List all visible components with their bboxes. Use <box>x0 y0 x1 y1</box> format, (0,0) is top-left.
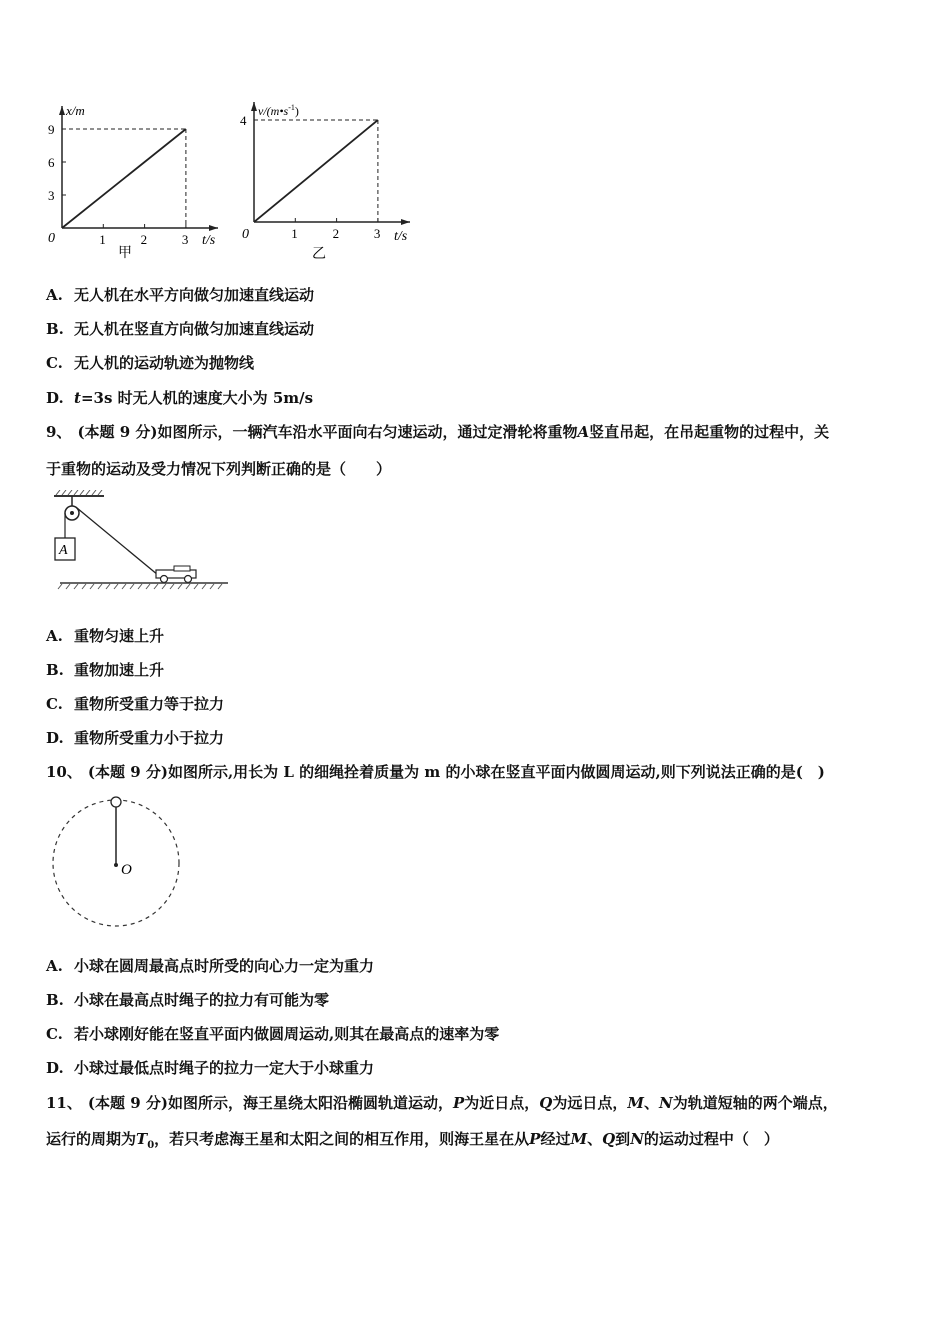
q11-stem-line2: 运行的周期为$T_0$，若只考虑海王星和太阳之间的相互作用，则海王星在从P经过M、Q到N的运动过程中（ ） <box>46 1130 779 1151</box>
q8-option-c: C. 无人机的运动轨迹为抛物线 <box>46 354 255 372</box>
q8-option-b: B. 无人机在竖直方向做匀加速直线运动 <box>46 320 315 338</box>
graph-yi-ylabel: $v/(m•s^{-1})$ <box>258 103 299 118</box>
graph-yi-xtick-label: 1 <box>291 226 298 241</box>
graph-jia-caption: 甲 <box>118 246 132 261</box>
graph-jia-xtick-label: 2 <box>140 232 148 247</box>
graph-jia-y-arrow <box>59 106 65 115</box>
q10-option-a: A. 小球在圆周最高点时所受的向心力一定为重力 <box>46 957 375 975</box>
block-a-label: A <box>59 543 68 558</box>
graph-jia-series-line <box>62 129 186 228</box>
q9-stem-line1: 9、 (本题 9 分)如图所示，一辆汽车沿水平面向右匀速运动，通过定滑轮将重物A竖直吊起，在吊起重物的过程中，关 <box>46 423 830 441</box>
car <box>156 566 196 583</box>
graph-jia-xtick-label: 1 <box>99 232 106 247</box>
q9-option-a: A. 重物匀速上升 <box>46 627 165 645</box>
graph-jia-origin: 0 <box>48 231 55 246</box>
q10-option-c: C. 若小球刚好能在竖直平面内做圆周运动,则其在最高点的速率为零 <box>46 1025 500 1043</box>
graph-yi-series-line <box>254 120 378 222</box>
center-label: O <box>121 862 132 878</box>
circle-diagram <box>48 793 188 933</box>
graph-yi-x-arrow <box>401 219 410 225</box>
graph-yi-xtick-label: 2 <box>332 226 340 241</box>
q9-option-c: C. 重物所受重力等于拉力 <box>46 695 225 713</box>
graph-yi-xtick-label: 3 <box>373 226 381 241</box>
graph-yi-caption: 乙 <box>312 247 326 262</box>
graph-jia-ytick-label: 3 <box>48 188 55 203</box>
q8-option-d: D. t=3s 时无人机的速度大小为 5m/s <box>46 389 314 407</box>
q9-option-d: D. 重物所受重力小于拉力 <box>46 729 225 747</box>
graph-jia <box>40 98 230 268</box>
q9-stem-line2: 于重物的运动及受力情况下列判断正确的是（ ） <box>46 460 392 478</box>
graph-yi <box>228 96 428 268</box>
graph-jia-xtick-label: 3 <box>181 232 189 247</box>
q11-stem-line1: 11、 (本题 9 分)如图所示，海王星绕太阳沿椭圆轨道运动，P为近日点，Q为远日点，M、N为轨道短轴的两个端点， <box>46 1094 838 1112</box>
graph-jia-x-arrow <box>209 225 218 231</box>
graph-jia-ylabel: x/m <box>66 103 85 118</box>
graph-yi-xlabel: t/s <box>394 229 408 244</box>
graph-yi-y-arrow <box>251 102 257 111</box>
q10-option-b: B. 小球在最高点时绳子的拉力有可能为零 <box>46 991 330 1009</box>
q10-stem: 10、 (本题 9 分)如图所示,用长为 L 的细绳拴着质量为 m 的小球在竖直平面内做圆周运动,则下列说法正确的是( ) <box>46 763 825 781</box>
pulley-diagram <box>46 490 236 594</box>
graph-jia-xlabel: t/s <box>202 233 216 248</box>
graph-yi-origin: 0 <box>242 227 249 242</box>
graph-jia-ytick-label: 6 <box>48 155 55 170</box>
ball <box>111 797 121 807</box>
q9-option-b: B. 重物加速上升 <box>46 661 165 679</box>
graph-jia-ytick-label: 9 <box>48 122 55 137</box>
graph-yi-ytick-label: 4 <box>240 113 247 128</box>
q8-option-a: A. 无人机在水平方向做匀加速直线运动 <box>46 286 315 304</box>
q10-option-d: D. 小球过最低点时绳子的拉力一定大于小球重力 <box>46 1059 375 1077</box>
